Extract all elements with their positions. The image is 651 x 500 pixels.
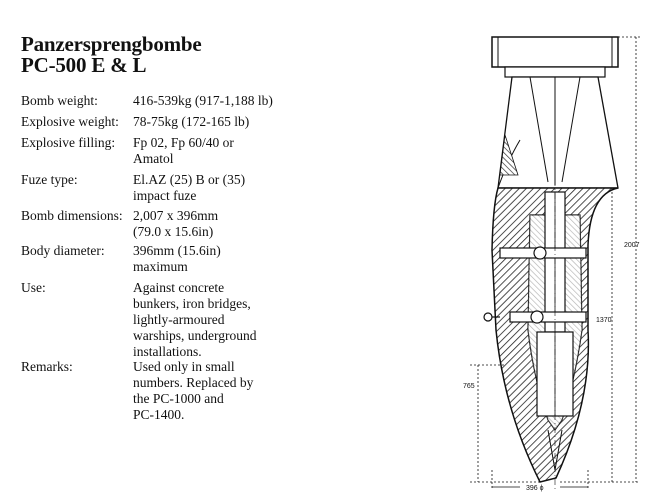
title-line-1: Panzersprengbombe (21, 32, 202, 56)
spec-label: Bomb dimensions: (21, 208, 123, 223)
tail-cone (498, 77, 618, 188)
spec-label: Explosive filling: (21, 135, 116, 150)
spec-value: Against concrete bunkers, iron bridges, lightly-armoured warships, underground installations. (133, 280, 257, 359)
spec-value: 78-75kg (172-165 lb) (133, 114, 250, 129)
spec-value: 396mm (15.6in) maximum (133, 243, 221, 274)
spec-value: 416-539kg (917-1,188 lb) (133, 93, 273, 108)
dim-diameter-label: 396 ϕ (526, 485, 544, 492)
spec-value: Used only in small numbers. Replaced by the PC-1000 and PC-1400. (133, 359, 254, 422)
spec-label: Fuze type: (21, 172, 78, 187)
spec-label: Use: (21, 280, 46, 295)
title-line-2: PC-500 E & L (21, 53, 147, 77)
spec-label: Body diameter: (21, 243, 105, 258)
dim-total-label: 2007 (624, 242, 640, 249)
dim-body-label: 1370 (596, 317, 612, 324)
spec-value: 2,007 x 396mm (79.0 x 15.6in) (133, 208, 219, 239)
spec-label: Explosive weight: (21, 114, 119, 129)
bomb-body (484, 180, 618, 490)
dim-nose-label: 765 (463, 383, 475, 390)
tail-fin-box (492, 37, 618, 77)
spec-label: Bomb weight: (21, 93, 98, 108)
spec-value: Fp 02, Fp 60/40 or Amatol (133, 135, 234, 166)
spec-label: Remarks: (21, 359, 73, 374)
spec-value: El.AZ (25) B or (35) impact fuze (133, 172, 246, 203)
